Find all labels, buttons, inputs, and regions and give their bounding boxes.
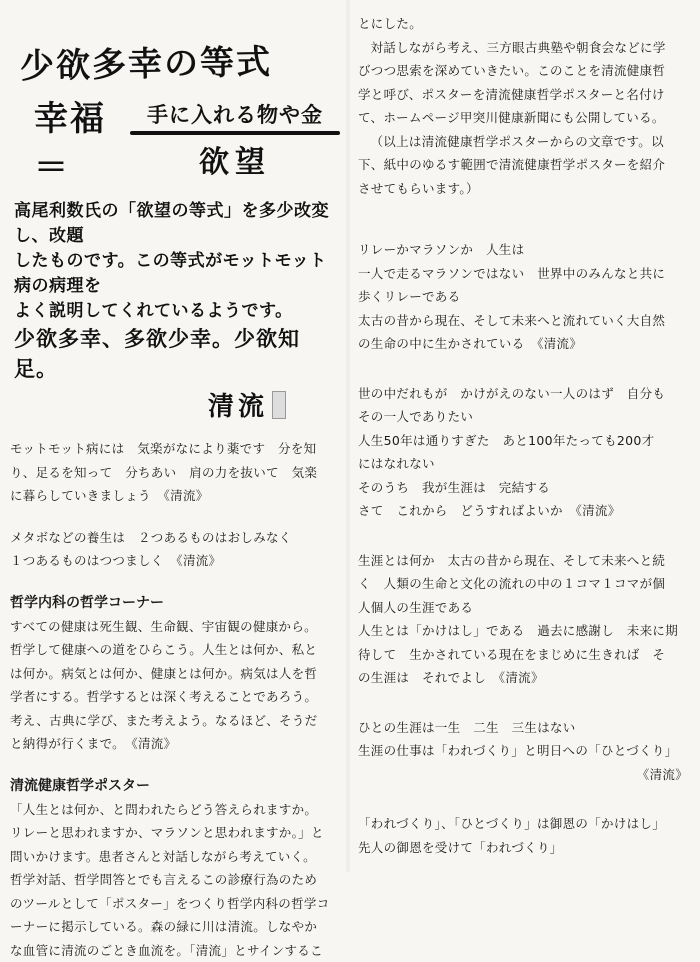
- formula-numerator: 手に入れる物や金: [147, 99, 323, 129]
- text-line: 対話しながら考え、三方眼古典塾や朝食会などに学: [358, 36, 688, 60]
- text-line: ーナーに掲示している。森の緑に川は清流。しなやか: [10, 915, 340, 939]
- calligraphy-title: 少欲多幸の等式: [20, 33, 341, 88]
- poem-block: [358, 812, 688, 859]
- text-line: のツールとして「ポスター」をつくり哲学内科の哲学コ: [10, 892, 340, 916]
- text-line: その一人でありたい: [358, 405, 688, 429]
- text-line: な血管に清流のごとき血流を。「清流」とサインするこ: [10, 939, 340, 962]
- text-line: に暮らしていきましょう 《清流》: [10, 484, 340, 508]
- section-body: [10, 615, 340, 756]
- formula-denominator: 欲望: [199, 137, 271, 181]
- text-line: １つあるものはつつましく 《清流》: [10, 549, 340, 573]
- note-line: よく説明してくれているようです。: [14, 299, 340, 324]
- text-line: り、足るを知って 分ちあい 肩の力を抜いて 気楽: [10, 461, 340, 485]
- text-line: 世の中だれもが かけがえのない一人のはず 自分も: [358, 382, 688, 406]
- text-line: （以上は清流健康哲学ポスターからの文章です。以: [358, 130, 688, 154]
- continuation-paragraph: [358, 36, 688, 130]
- text-line: 「われづくり」、「ひとづくり」は御恩の「かけはし」: [358, 812, 688, 836]
- text-line: させてもらいます。）: [358, 177, 688, 201]
- calligraphy-note: [14, 199, 340, 324]
- formula-fraction: [130, 99, 340, 181]
- section-heading: 哲学内科の哲学コーナー: [10, 591, 340, 615]
- formula-lhs: 幸福＝: [34, 91, 122, 189]
- motto-paragraph: [10, 437, 340, 508]
- seal-stamp: [272, 391, 286, 419]
- text-line: 生涯の仕事は「われづくり」と明日への「ひとづくり」: [358, 739, 688, 763]
- text-line: て、ホームページ甲突川健康新聞にも公開している。: [358, 106, 688, 130]
- motto-paragraph: [10, 526, 340, 573]
- text-line: 先人の御恩を受けて「われづくり」: [358, 836, 688, 860]
- text-line: は何か。病気とは何か、健康とは何か。病気は人を哲: [10, 662, 340, 686]
- text-line: モットモット病には 気楽がなにより薬です 分を知: [10, 437, 340, 461]
- text-line: 考え、古典に学び、また考えよう。なるほど、そうだ: [10, 709, 340, 733]
- text-line: リレーと思われますか、マラソンと思われますか。」と: [10, 821, 340, 845]
- note-line: したものです。この等式がモットモット病の病理を: [14, 249, 340, 299]
- attribution: 《清流》: [358, 763, 688, 787]
- text-line: さて これから どうすればよいか 《清流》: [358, 499, 688, 523]
- text-line: 哲学対話、哲学問答とでも言えるこの診療行為のため: [10, 868, 340, 892]
- note-line: 高尾利数氏の「欲望の等式」を多少改変し、改題: [14, 199, 340, 249]
- text-line: 人生とは「かけはし」である 過去に感謝し 未来に期: [358, 619, 688, 643]
- text-line: と納得が行くまで。 《清流》: [10, 732, 340, 756]
- text-line: リレーかマラソンか 人生は: [358, 238, 688, 262]
- left-column: [10, 30, 340, 962]
- page-gutter: [345, 0, 351, 872]
- text-line: そのうち 我が生涯は 完結する: [358, 476, 688, 500]
- text-line: 歩くリレーである: [358, 285, 688, 309]
- section-heading: 清流健康哲学ポスター: [10, 774, 340, 798]
- signature-name: 清流: [208, 386, 268, 423]
- happiness-formula: [34, 91, 340, 189]
- text-line: く 人類の生命と文化の流れの中の１コマ１コマが個: [358, 572, 688, 596]
- text-line: とにした。: [358, 12, 688, 36]
- text-line: 待して 生かされている現在をまじめに生きれば そ: [358, 643, 688, 667]
- right-column: [358, 12, 688, 859]
- calligraphy-block: [10, 36, 340, 423]
- text-line: の生涯は それでよし 《清流》: [358, 666, 688, 690]
- signature-block: [10, 386, 286, 423]
- text-line: 「人生とは何か、と問われたらどう答えられますか。: [10, 798, 340, 822]
- text-line: 学と呼び、ポスターを清流健康哲学ポスターと名付け: [358, 83, 688, 107]
- text-line: 人生50年は通りすぎた あと100年たっても200才: [358, 429, 688, 453]
- poem-block: [358, 382, 688, 523]
- text-line: 太古の昔から現在、そして未来へと流れていく大自然: [358, 309, 688, 333]
- fraction-bar: [130, 131, 340, 135]
- calligraphy-emphasis: 少欲多幸、多欲少幸。少欲知足。: [14, 324, 340, 384]
- text-line: すべての健康は死生観、生命観、宇宙観の健康から。: [10, 615, 340, 639]
- continuation-paragraph: [358, 130, 688, 201]
- text-line: メタボなどの養生は ２つあるものはおしみなく: [10, 526, 340, 550]
- text-line: の生命の中に生かされている 《清流》: [358, 332, 688, 356]
- text-line: 一人で走るマラソンではない 世界中のみんなと共に: [358, 262, 688, 286]
- text-line: 生涯とは何か 太古の昔から現在、そして未来へと続: [358, 549, 688, 573]
- text-line: 下、紙中のゆるす範囲で清流健康哲学ポスターを紹介: [358, 153, 688, 177]
- section-body: [10, 798, 340, 962]
- poem-block: [358, 716, 688, 787]
- text-line: 問いかけます。患者さんと対話しながら考えていく。: [10, 845, 340, 869]
- poem-block: [358, 549, 688, 690]
- text-line: びつつ思索を深めていきたい。このことを清流健康哲: [358, 59, 688, 83]
- text-line: 哲学して健康への道をひらこう。人生とは何か、私と: [10, 638, 340, 662]
- text-line: 人個人の生涯である: [358, 596, 688, 620]
- poem-block: [358, 238, 688, 356]
- text-line: 学者にする。哲学するとは深く考えることであろう。: [10, 685, 340, 709]
- continuation-paragraph: [358, 12, 688, 36]
- text-line: にはなれない: [358, 452, 688, 476]
- text-line: ひとの生涯は一生 二生 三生はない: [358, 716, 688, 740]
